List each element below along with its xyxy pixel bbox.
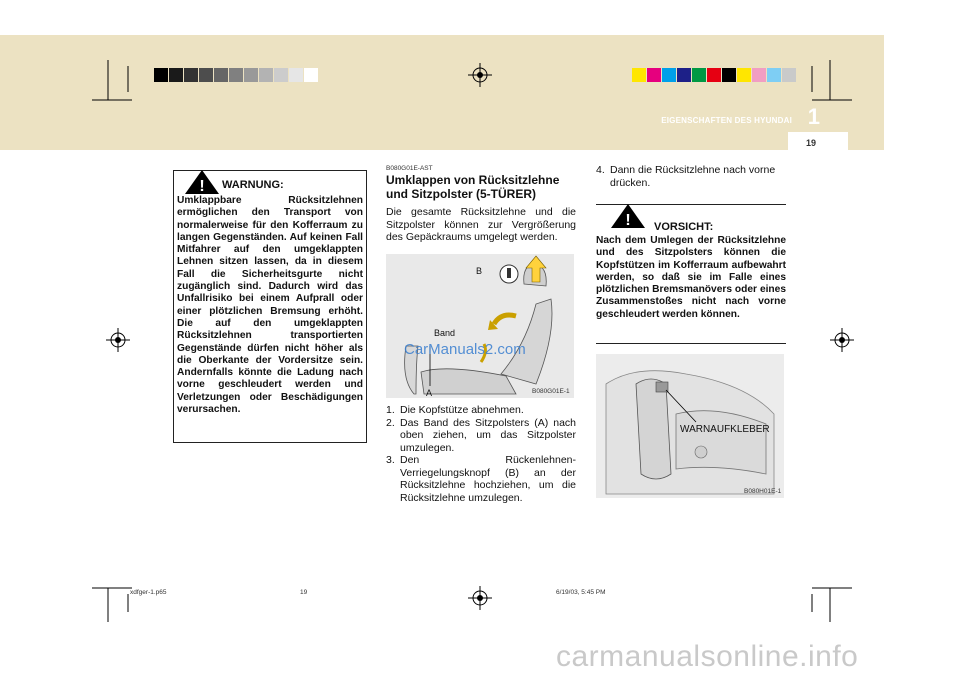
section-intro: Die gesamte Rücksitzlehne und die Sitzpolster können zur Vergrößerung des Gepäckraums umgelegt werden. [386, 206, 576, 243]
section-code: B080G01E-AST [386, 165, 433, 172]
warning-title: WARNUNG: [222, 179, 284, 191]
step-4: 4. Dann die Rücksitzlehne nach vorne drücken. [596, 164, 776, 189]
figure-watermark: CarManuals2.com [404, 341, 526, 358]
section-title: Umklappen von Rücksitzlehne und Sitzpolster (5-TÜRER) [386, 173, 560, 201]
figure-code: B080G01E-1 [532, 388, 570, 395]
caution-box [596, 204, 786, 344]
caution-body: Nach dem Umlegen der Rücksitzlehne und des Sitzpolsters können die Kopfstützen im Kofferraum aufbewahrt werden, so daß sie im Falle eines plötzlichen Bremsmanövers oder eines Zusammenstoßes nicht nach vorne geschleudert werden können. [596, 235, 786, 320]
warning-body: Umklappbare Rücksitzlehnen ermöglichen den Transport von normalerweise für den Kofferraum zu langen Gegenständen. Auf keinen Fall Mitfahrer auf den umgeklappten Lehnen sitzen lassen, da in diesem Fall die Sicherheitsgurte nicht zugänglich sind. Dadurch wird das Unfallrisiko bei einem Aufprall oder einer plötzlichen Bremsung erhöht. Die auf den umgeklappten Rücksitzlehnen transportierten Gegenstände dürfen nicht höher als die Oberkante der Vordersitze sein. Andernfalls könnte die Ladung nach vorne geschleudert werden und Verletzungen oder Beschädigungen verursachen. [177, 195, 363, 416]
page-number: 19 [805, 138, 816, 148]
step-item: 3. Den Rückenlehnen-Verriegelungsknopf (B) an der Rücksitzlehne hochziehen, um die Rücksitzlehne umzulegen. [386, 454, 576, 504]
footer-file: xdfger-1.p65 [130, 589, 167, 596]
footer-date: 6/19/03, 5:45 PM [556, 589, 606, 596]
step-item: 2. Das Band des Sitzpolsters (A) nach oben ziehen, um das Sitzpolster umzulegen. [386, 416, 576, 454]
figure-code: B080H01E-1 [744, 488, 782, 495]
svg-text:!: ! [625, 212, 631, 229]
caution-title: VORSICHT: [654, 221, 714, 233]
step-item: 1. Die Kopfstütze abnehmen. [386, 404, 524, 416]
figure-label-band: Band [434, 328, 456, 338]
chapter-title: EIGENSCHAFTEN DES HYUNDAI [661, 116, 792, 125]
seat-fold-figure [386, 254, 574, 398]
warning-label-figure [596, 354, 784, 498]
warning-sticker-label: WARNAUFKLEBER [680, 424, 770, 435]
warning-box [173, 170, 367, 443]
figure-label-b: B [476, 266, 483, 276]
warning-triangle-icon [184, 169, 220, 195]
site-watermark: carmanualsonline.info [556, 640, 859, 673]
steps-list [386, 404, 576, 504]
warning-triangle-icon [610, 203, 646, 229]
chapter-number: 1 [807, 104, 820, 129]
svg-text:!: ! [199, 178, 205, 195]
footer-page: 19 [300, 589, 308, 596]
figure-label-a: A [426, 388, 433, 398]
